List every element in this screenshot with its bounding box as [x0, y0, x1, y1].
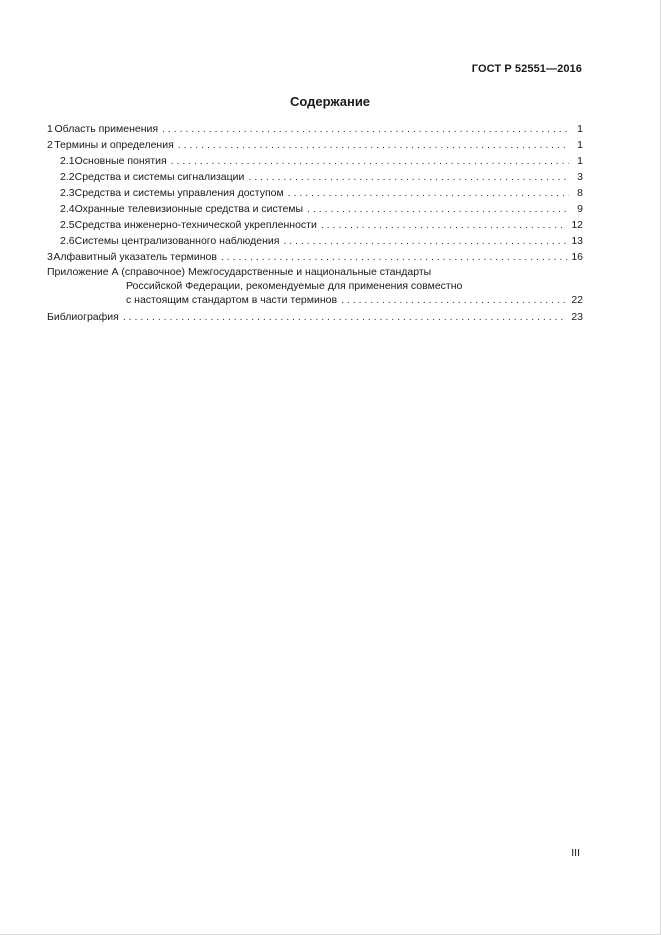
dot-leader [171, 153, 569, 169]
toc-entry-page: 13 [571, 235, 583, 247]
toc-entry-page: 3 [577, 171, 583, 183]
toc-entry-page: 8 [577, 187, 583, 199]
dot-leader [283, 233, 567, 249]
toc-entry-page: 12 [571, 219, 583, 231]
dot-leader [248, 169, 569, 185]
toc-entry-bibliography[interactable] [47, 309, 583, 325]
toc-entry-3[interactable] [47, 249, 583, 265]
toc-entry-page: 9 [577, 203, 583, 215]
toc-entry-2-4[interactable] [47, 201, 583, 217]
toc-entry-1[interactable] [47, 121, 583, 137]
dot-leader [178, 137, 569, 153]
toc-entry-label: Область применения [54, 123, 159, 135]
dot-leader [288, 185, 569, 201]
toc-entry-2-2[interactable] [47, 169, 583, 185]
dot-leader [123, 309, 567, 325]
toc-entry-2[interactable] [47, 137, 583, 153]
annex-title-last-row [47, 293, 583, 309]
toc-entry-label: Библиография [47, 311, 119, 323]
toc-entry-number: 2.2 [60, 171, 75, 183]
standard-identifier: ГОСТ Р 52551—2016 [471, 63, 582, 75]
toc-entry-page: 1 [577, 155, 583, 167]
toc-entry-2-5[interactable] [47, 217, 583, 233]
toc-entry-annex-a[interactable] [47, 265, 583, 309]
toc-entry-page: 23 [571, 311, 583, 323]
toc-entry-page: 16 [571, 251, 583, 263]
toc-entry-label: Системы централизованного наблюдения [74, 235, 280, 247]
toc-entry-page: 1 [577, 123, 583, 135]
toc-entry-label: Средства и системы управления доступом [74, 187, 284, 199]
toc-entry-number: 2.3 [60, 187, 75, 199]
dot-leader [162, 121, 569, 137]
toc-entry-number: 2.1 [60, 155, 75, 167]
toc-entry-number: 2.6 [60, 235, 75, 247]
toc-entry-2-6[interactable] [47, 233, 583, 249]
dot-leader [341, 293, 567, 307]
toc-entry-label: Термины и определения [54, 139, 174, 151]
dot-leader [321, 217, 567, 233]
toc-entry-number: 2 [47, 139, 53, 151]
toc-entry-label: Алфавитный указатель терминов [53, 251, 217, 263]
dot-leader [307, 201, 569, 217]
toc-entry-label: Средства и системы сигнализации [74, 171, 245, 183]
page-number: III [571, 847, 580, 859]
toc-entry-page: 1 [577, 139, 583, 151]
annex-title-line-3: с настоящим стандартом в части терминов [126, 294, 338, 306]
toc-entry-label: Средства инженерно-технической укрепленности [74, 219, 317, 231]
table-of-contents [47, 121, 583, 325]
toc-entry-label: Основные понятия [74, 155, 167, 167]
toc-title: Содержание [289, 94, 371, 109]
annex-title-line-2: Российской Федерации, рекомендуемые для применения совместно [126, 280, 463, 292]
dot-leader [221, 249, 567, 265]
toc-entry-page: 22 [571, 294, 583, 306]
toc-entry-number: 1 [47, 123, 53, 135]
toc-entry-label: Охранные телевизионные средства и системы [74, 203, 304, 215]
toc-entry-number: 2.4 [60, 203, 75, 215]
toc-entry-number: 2.5 [60, 219, 75, 231]
annex-title-line-1: Приложение А (справочное) Межгосударственные и национальные стандарты [47, 266, 432, 278]
toc-entry-2-1[interactable] [47, 153, 583, 169]
toc-entry-number: 3 [47, 251, 53, 263]
toc-entry-2-3[interactable] [47, 185, 583, 201]
